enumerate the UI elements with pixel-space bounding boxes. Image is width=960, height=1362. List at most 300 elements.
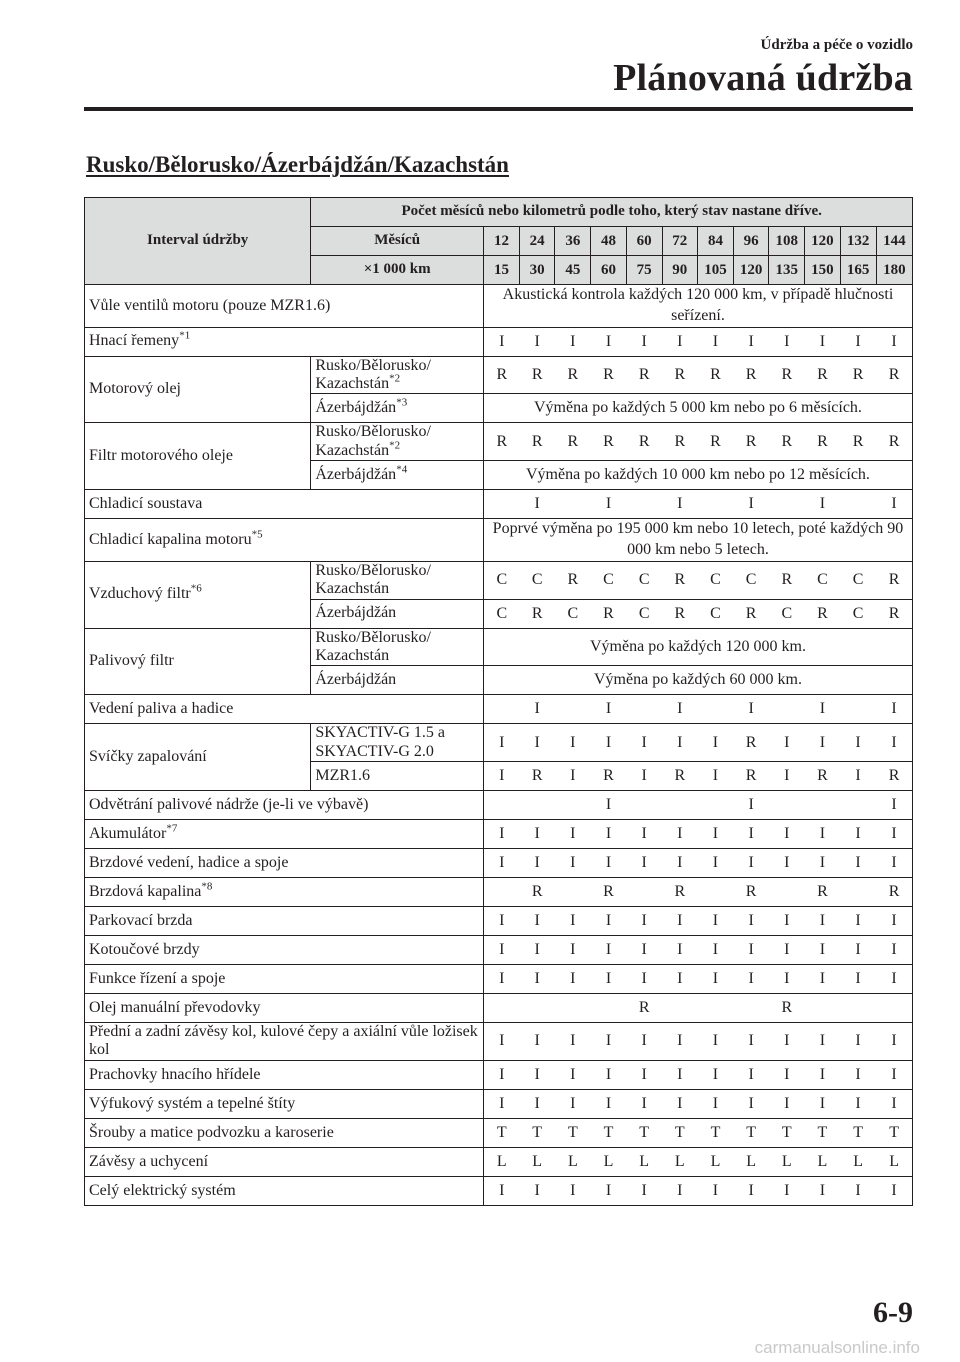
service-code: R	[626, 994, 662, 1023]
item-label-text: Rusko/Bělorusko/ Kazachstán	[315, 423, 431, 459]
service-code: R	[734, 724, 769, 762]
service-code: I	[483, 724, 519, 762]
service-code: I	[662, 1176, 697, 1205]
schedule-row	[85, 327, 913, 356]
service-code: I	[591, 965, 626, 994]
service-code: I	[876, 1089, 912, 1118]
service-code: I	[876, 965, 912, 994]
service-code: T	[520, 1118, 555, 1147]
item-label-text: Odvětrání palivové nádrže (je-li ve výbavě)	[89, 795, 369, 813]
service-code: I	[662, 695, 697, 724]
service-code: T	[626, 1118, 662, 1147]
service-code	[876, 994, 912, 1023]
service-code: I	[626, 849, 662, 878]
service-code: I	[734, 936, 769, 965]
service-code: I	[697, 820, 733, 849]
sub-item-label	[311, 599, 484, 628]
service-code: T	[876, 1118, 912, 1147]
service-code: R	[769, 356, 805, 394]
service-code: R	[769, 994, 805, 1023]
footnote-ref: *2	[389, 372, 401, 385]
service-code: I	[876, 327, 912, 356]
header-row	[85, 198, 913, 227]
service-code: R	[662, 356, 697, 394]
service-code	[555, 878, 591, 907]
service-code	[697, 791, 733, 820]
service-code: I	[662, 1060, 697, 1089]
service-code	[483, 695, 519, 724]
service-code: I	[662, 820, 697, 849]
service-code: I	[734, 1060, 769, 1089]
service-code: I	[591, 936, 626, 965]
footnote-ref: *7	[166, 822, 178, 835]
item-label	[85, 965, 484, 994]
item-label	[85, 1147, 484, 1176]
service-code: I	[483, 1176, 519, 1205]
service-code: R	[876, 762, 912, 791]
service-code	[769, 490, 805, 519]
service-code	[840, 695, 876, 724]
service-code: R	[805, 599, 840, 628]
service-code: C	[626, 561, 662, 599]
service-code: I	[520, 1060, 555, 1089]
month-header: 72	[662, 227, 697, 256]
service-code: R	[697, 356, 733, 394]
item-label-text: SKYACTIV-G 1.5 a SKYACTIV-G 2.0	[315, 724, 445, 760]
service-code: I	[520, 327, 555, 356]
service-code: I	[734, 695, 769, 724]
service-code: R	[805, 762, 840, 791]
service-code: R	[626, 423, 662, 461]
service-code: R	[734, 423, 769, 461]
item-label	[85, 327, 484, 356]
schedule-row	[85, 285, 913, 328]
service-code: I	[591, 907, 626, 936]
schedule-row	[85, 849, 913, 878]
item-label-text: Akumulátor	[89, 824, 167, 842]
service-code: I	[805, 490, 840, 519]
service-code: I	[662, 965, 697, 994]
interval-note: Poprvé výměna po 195 000 km nebo 10 letech, poté každých 90 000 km nebo 5 letech.	[483, 519, 912, 562]
footnote-ref: *8	[201, 880, 213, 893]
service-code: I	[876, 1023, 912, 1061]
schedule-row	[85, 1023, 913, 1061]
service-code: C	[697, 599, 733, 628]
service-code: I	[840, 820, 876, 849]
schedule-row	[85, 820, 913, 849]
service-code: I	[626, 724, 662, 762]
item-label-text: Rusko/Bělorusko/ Kazachstán	[315, 356, 431, 392]
schedule-row	[85, 1118, 913, 1147]
month-header: 96	[734, 227, 769, 256]
service-code: T	[591, 1118, 626, 1147]
service-code: I	[697, 849, 733, 878]
item-label-text: Vedení paliva a hadice	[89, 700, 234, 718]
schedule-row	[85, 695, 913, 724]
item-label	[85, 628, 311, 695]
km-header: 135	[769, 256, 805, 285]
schedule-row	[85, 519, 913, 562]
page-title: Plánovaná údržba	[613, 57, 913, 99]
service-code: I	[734, 327, 769, 356]
month-header: 132	[840, 227, 876, 256]
service-code: I	[805, 695, 840, 724]
service-code: R	[876, 599, 912, 628]
service-code: T	[734, 1118, 769, 1147]
service-code: I	[840, 965, 876, 994]
km-label: ×1 000 km	[311, 256, 484, 285]
item-label-text: Funkce řízení a spoje	[89, 969, 226, 987]
service-code	[626, 695, 662, 724]
section-title: Údržba a péče o vozidlo	[760, 37, 913, 53]
schedule-row	[85, 1176, 913, 1205]
schedule-row	[85, 878, 913, 907]
service-code: I	[483, 849, 519, 878]
sub-item-label	[311, 423, 484, 461]
service-code: R	[520, 878, 555, 907]
service-code: I	[697, 762, 733, 791]
service-code: I	[591, 1060, 626, 1089]
service-code: I	[520, 965, 555, 994]
service-code: C	[626, 599, 662, 628]
service-code: R	[805, 423, 840, 461]
sub-item-label	[311, 356, 484, 394]
service-code: I	[876, 1060, 912, 1089]
service-code: T	[697, 1118, 733, 1147]
service-code: R	[591, 356, 626, 394]
months-label: Měsíců	[311, 227, 484, 256]
service-code: R	[520, 762, 555, 791]
schedule-row	[85, 1060, 913, 1089]
service-code: I	[769, 849, 805, 878]
month-header: 12	[483, 227, 519, 256]
service-code: I	[840, 1060, 876, 1089]
service-code: R	[734, 599, 769, 628]
service-code: R	[483, 423, 519, 461]
item-label-text: Hnací řemeny	[89, 332, 180, 350]
service-code: I	[769, 907, 805, 936]
item-label	[85, 878, 484, 907]
service-code: I	[697, 724, 733, 762]
km-header: 90	[662, 256, 697, 285]
service-code: I	[591, 791, 626, 820]
service-code: I	[555, 965, 591, 994]
service-code: I	[840, 724, 876, 762]
service-code: R	[876, 423, 912, 461]
service-code: R	[876, 561, 912, 599]
schedule-row	[85, 628, 913, 666]
service-code: L	[626, 1147, 662, 1176]
service-code: I	[483, 965, 519, 994]
item-label	[85, 791, 484, 820]
service-code: I	[876, 849, 912, 878]
service-code: I	[734, 791, 769, 820]
service-code: I	[805, 1089, 840, 1118]
service-code: I	[520, 490, 555, 519]
km-header: 180	[876, 256, 912, 285]
item-label	[85, 561, 311, 628]
service-code	[840, 791, 876, 820]
service-code	[555, 791, 591, 820]
service-code	[805, 994, 840, 1023]
item-label-text: Vzduchový filtr	[89, 585, 191, 603]
item-label-text: Závěsy a uchycení	[89, 1152, 209, 1170]
service-code: I	[840, 849, 876, 878]
footnote-ref: *2	[389, 439, 401, 452]
service-code: I	[555, 849, 591, 878]
item-label	[85, 695, 484, 724]
service-code: I	[840, 327, 876, 356]
item-label-text: Přední a zadní závěsy kol, kulové čepy a axiální vůle ložisek kol	[89, 1023, 478, 1059]
item-label-text: Parkovací brzda	[89, 911, 193, 929]
schedule-row	[85, 423, 913, 461]
service-code	[805, 791, 840, 820]
service-code: I	[876, 724, 912, 762]
item-label-text: Výfukový systém a tepelné štíty	[89, 1094, 296, 1112]
service-code: R	[520, 356, 555, 394]
service-code: I	[805, 1023, 840, 1061]
service-code: I	[520, 907, 555, 936]
service-code: L	[591, 1147, 626, 1176]
service-code: I	[769, 762, 805, 791]
service-code: I	[697, 327, 733, 356]
service-code: I	[876, 820, 912, 849]
service-code: R	[876, 356, 912, 394]
service-code	[555, 695, 591, 724]
item-label	[85, 936, 484, 965]
service-code: C	[734, 561, 769, 599]
item-label	[85, 1118, 484, 1147]
service-code: I	[520, 1023, 555, 1061]
service-code: L	[769, 1147, 805, 1176]
service-code	[662, 791, 697, 820]
service-code: I	[626, 936, 662, 965]
service-code: R	[483, 356, 519, 394]
service-code: R	[734, 878, 769, 907]
service-code: I	[697, 936, 733, 965]
service-code: I	[805, 936, 840, 965]
service-code: I	[805, 820, 840, 849]
service-code: I	[626, 1176, 662, 1205]
service-code: C	[769, 599, 805, 628]
km-header: 30	[520, 256, 555, 285]
service-code: I	[520, 1176, 555, 1205]
item-label	[85, 849, 484, 878]
item-label-text: Ázerbájdžán	[315, 671, 397, 689]
month-header: 120	[805, 227, 840, 256]
service-code: I	[555, 907, 591, 936]
service-code: I	[769, 1023, 805, 1061]
service-code: T	[805, 1118, 840, 1147]
maintenance-schedule-table	[84, 197, 913, 1206]
service-code: R	[555, 561, 591, 599]
service-code: I	[626, 907, 662, 936]
service-code: T	[555, 1118, 591, 1147]
service-code: R	[662, 423, 697, 461]
service-code: R	[697, 423, 733, 461]
item-label-text: Filtr motorového oleje	[89, 447, 233, 465]
page-number: 6-9	[873, 1296, 913, 1329]
sub-item-label	[311, 666, 484, 695]
service-code: I	[520, 820, 555, 849]
interval-note: Výměna po každých 120 000 km.	[483, 628, 912, 666]
item-label	[85, 423, 311, 490]
item-label	[85, 994, 484, 1023]
service-code	[697, 695, 733, 724]
service-code: I	[769, 1089, 805, 1118]
item-label	[85, 1176, 484, 1205]
service-code: I	[520, 936, 555, 965]
km-header: 120	[734, 256, 769, 285]
service-code: I	[591, 695, 626, 724]
km-header: 45	[555, 256, 591, 285]
service-code: I	[483, 820, 519, 849]
service-code: I	[840, 1176, 876, 1205]
service-code: I	[805, 327, 840, 356]
service-code: I	[483, 1023, 519, 1061]
service-code: I	[734, 907, 769, 936]
service-code	[840, 994, 876, 1023]
service-code: I	[805, 907, 840, 936]
service-code	[662, 994, 697, 1023]
service-code: L	[483, 1147, 519, 1176]
service-code: I	[876, 907, 912, 936]
service-code: I	[483, 936, 519, 965]
service-code: I	[805, 849, 840, 878]
service-code: C	[555, 599, 591, 628]
schedule-row	[85, 907, 913, 936]
service-code: I	[520, 849, 555, 878]
service-code: I	[555, 762, 591, 791]
service-code	[483, 791, 519, 820]
item-label-text: MZR1.6	[315, 766, 371, 784]
month-header: 108	[769, 227, 805, 256]
service-code: R	[626, 356, 662, 394]
service-code: I	[840, 1089, 876, 1118]
sub-item-label	[311, 724, 484, 762]
service-code: I	[769, 1060, 805, 1089]
service-code: I	[520, 1089, 555, 1118]
service-code: I	[483, 762, 519, 791]
service-code: C	[591, 561, 626, 599]
service-code: R	[591, 762, 626, 791]
service-code	[769, 695, 805, 724]
service-code: R	[734, 762, 769, 791]
footnote-ref: *4	[396, 463, 408, 476]
service-code: I	[626, 1060, 662, 1089]
service-code: I	[662, 849, 697, 878]
sub-item-label	[311, 762, 484, 791]
service-code: R	[662, 762, 697, 791]
month-header: 48	[591, 227, 626, 256]
item-label	[85, 1089, 484, 1118]
service-code: I	[591, 327, 626, 356]
km-header: 165	[840, 256, 876, 285]
service-code: I	[876, 1176, 912, 1205]
sub-item-label	[311, 394, 484, 423]
service-code: R	[769, 423, 805, 461]
month-header: 36	[555, 227, 591, 256]
service-code: I	[840, 907, 876, 936]
service-code: I	[555, 820, 591, 849]
interval-note: Výměna po každých 10 000 km nebo po 12 měsících.	[483, 461, 912, 490]
service-code: L	[520, 1147, 555, 1176]
service-code: I	[697, 907, 733, 936]
service-code: I	[520, 724, 555, 762]
item-label	[85, 1023, 484, 1061]
service-code: I	[662, 936, 697, 965]
service-code: I	[483, 1089, 519, 1118]
service-code	[555, 994, 591, 1023]
schedule-row	[85, 724, 913, 762]
service-code: I	[591, 724, 626, 762]
service-code: I	[626, 820, 662, 849]
service-code: L	[876, 1147, 912, 1176]
interval-label: Interval údržby	[85, 198, 311, 285]
service-code: I	[697, 1176, 733, 1205]
service-code	[697, 878, 733, 907]
service-code: I	[555, 1176, 591, 1205]
service-code	[555, 490, 591, 519]
item-label	[85, 356, 311, 423]
service-code: T	[769, 1118, 805, 1147]
service-code: I	[555, 1060, 591, 1089]
service-code: I	[520, 695, 555, 724]
service-code	[626, 791, 662, 820]
service-code: C	[840, 599, 876, 628]
service-code: C	[520, 561, 555, 599]
km-header: 15	[483, 256, 519, 285]
item-label	[85, 285, 484, 328]
service-code	[769, 791, 805, 820]
service-code: L	[662, 1147, 697, 1176]
service-code: I	[555, 724, 591, 762]
item-label	[85, 519, 484, 562]
service-code: R	[591, 878, 626, 907]
schedule-row	[85, 356, 913, 394]
km-header: 105	[697, 256, 733, 285]
service-code: I	[697, 1089, 733, 1118]
service-code	[483, 994, 519, 1023]
service-code: I	[697, 1023, 733, 1061]
sub-item-label	[311, 628, 484, 666]
month-header: 60	[626, 227, 662, 256]
service-code: I	[769, 820, 805, 849]
service-code: R	[555, 356, 591, 394]
service-code: I	[662, 327, 697, 356]
service-code: R	[555, 423, 591, 461]
footnote-ref: *3	[396, 396, 408, 409]
schedule-row	[85, 791, 913, 820]
service-code: L	[805, 1147, 840, 1176]
service-code: R	[840, 423, 876, 461]
service-code: I	[769, 724, 805, 762]
item-label-text: Ázerbájdžán	[315, 399, 397, 417]
service-code: I	[555, 1023, 591, 1061]
item-label-text: Svíčky zapalování	[89, 748, 207, 765]
service-code: R	[662, 599, 697, 628]
service-code: I	[734, 820, 769, 849]
service-code: I	[876, 936, 912, 965]
service-code: I	[483, 907, 519, 936]
schedule-row	[85, 1089, 913, 1118]
service-code: C	[805, 561, 840, 599]
service-code: I	[662, 1023, 697, 1061]
item-label-text: Celý elektrický systém	[89, 1181, 236, 1199]
service-code: C	[483, 599, 519, 628]
service-code	[734, 994, 769, 1023]
service-code: I	[734, 849, 769, 878]
